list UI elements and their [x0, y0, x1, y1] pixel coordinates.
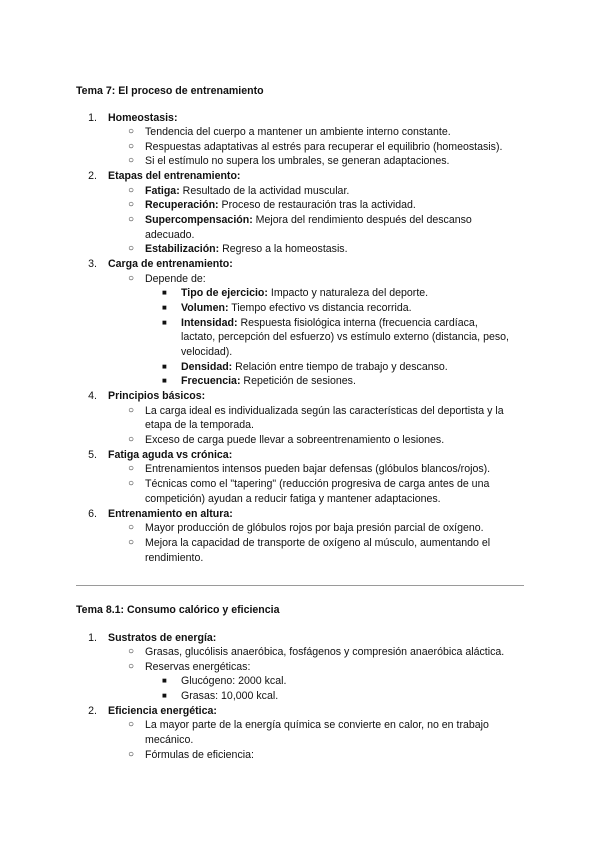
- list-item-continuation: rendimiento.: [145, 552, 204, 564]
- section-number: 4.: [88, 390, 97, 402]
- definition: Repetición de sesiones.: [240, 375, 356, 387]
- definition: Resultado de la actividad muscular.: [179, 185, 350, 197]
- bullet-square-icon: ■: [162, 303, 167, 312]
- list-item: [181, 286, 428, 301]
- bullet-circle-icon: ○: [128, 537, 135, 548]
- bullet-square-icon: ■: [162, 318, 167, 327]
- bullet-square-icon: ■: [162, 288, 167, 297]
- section-heading: Sustratos de energía:: [108, 632, 217, 644]
- section-number: 1.: [88, 112, 97, 124]
- term: Supercompensación:: [145, 214, 253, 226]
- bullet-circle-icon: ○: [128, 522, 135, 533]
- section-number: 1.: [88, 632, 97, 644]
- bullet-circle-icon: ○: [128, 126, 135, 137]
- list-item: [181, 316, 478, 331]
- section-number: 3.: [88, 258, 97, 270]
- term: Volumen:: [181, 302, 229, 314]
- definition: Mejora del rendimiento después del descanso: [252, 214, 472, 226]
- term: Frecuencia:: [181, 375, 241, 387]
- section-number: 5.: [88, 449, 97, 461]
- bullet-circle-icon: ○: [128, 719, 135, 730]
- list-item: [181, 360, 448, 375]
- section-number: 2.: [88, 170, 97, 182]
- definition: Relación entre tiempo de trabajo y descanso.: [232, 361, 448, 373]
- bullet-circle-icon: ○: [128, 199, 135, 210]
- page-title: Tema 7: El proceso de entrenamiento: [76, 85, 264, 97]
- term: Estabilización:: [145, 243, 220, 255]
- list-item: Tendencia del cuerpo a mantener un ambiente interno constante.: [145, 126, 451, 138]
- list-item: Exceso de carga puede llevar a sobreentrenamiento o lesiones.: [145, 434, 445, 446]
- section-heading: Homeostasis:: [108, 112, 178, 124]
- list-item-continuation: mecánico.: [145, 734, 194, 746]
- list-item: La mayor parte de la energía química se convierte en calor, no en trabajo: [145, 719, 489, 731]
- section-number: 6.: [88, 508, 97, 520]
- definition: Tiempo efectivo vs distancia recorrida.: [228, 302, 412, 314]
- list-item: [145, 184, 349, 199]
- bullet-circle-icon: ○: [128, 661, 135, 672]
- section-heading: Principios básicos:: [108, 390, 206, 402]
- bullet-circle-icon: ○: [128, 273, 135, 284]
- bullet-circle-icon: ○: [128, 749, 135, 760]
- section-heading: Fatiga aguda vs crónica:: [108, 449, 233, 461]
- horizontal-divider: [76, 585, 524, 586]
- list-item: [145, 198, 416, 213]
- bullet-circle-icon: ○: [128, 214, 135, 225]
- bullet-square-icon: ■: [162, 362, 167, 371]
- list-item: [181, 374, 356, 389]
- bullet-circle-icon: ○: [128, 463, 135, 474]
- list-item: Respuestas adaptativas al estrés para recuperar el equilibrio (homeostasis).: [145, 141, 503, 153]
- bullet-circle-icon: ○: [128, 434, 135, 445]
- bullet-circle-icon: ○: [128, 185, 135, 196]
- definition: Respuesta fisiológica interna (frecuencia cardíaca,: [237, 317, 478, 329]
- bullet-square-icon: ■: [162, 691, 167, 700]
- term: Recuperación:: [145, 199, 219, 211]
- list-item-continuation: velocidad).: [181, 346, 233, 358]
- term: Densidad:: [181, 361, 233, 373]
- list-item-continuation: lactato, percepción del esfuerzo) vs estímulo externo (distancia, peso,: [181, 331, 509, 343]
- list-item: [145, 213, 472, 228]
- list-item: Depende de:: [145, 273, 206, 285]
- list-item: Entrenamientos intensos pueden bajar defensas (glóbulos blancos/rojos).: [145, 463, 491, 475]
- list-item: Grasas: 10,000 kcal.: [181, 690, 279, 702]
- list-item: Mayor producción de glóbulos rojos por baja presión parcial de oxígeno.: [145, 522, 484, 534]
- section-title: Tema 8.1: Consumo calórico y eficiencia: [76, 604, 280, 616]
- bullet-circle-icon: ○: [128, 141, 135, 152]
- list-item: Mejora la capacidad de transporte de oxígeno al músculo, aumentando el: [145, 537, 491, 549]
- list-item: Glucógeno: 2000 kcal.: [181, 675, 287, 687]
- list-item: La carga ideal es individualizada según las características del deportista y la: [145, 405, 504, 417]
- list-item-continuation: etapa de la temporada.: [145, 419, 254, 431]
- list-item: Técnicas como el "tapering" (reducción progresiva de carga antes de una: [145, 478, 490, 490]
- definition: Impacto y naturaleza del deporte.: [267, 287, 429, 299]
- section-heading: Etapas del entrenamiento:: [108, 170, 241, 182]
- term: Fatiga:: [145, 185, 180, 197]
- bullet-circle-icon: ○: [128, 155, 135, 166]
- definition: Proceso de restauración tras la actividad.: [218, 199, 416, 211]
- section-heading: Eficiencia energética:: [108, 705, 217, 717]
- list-item: [181, 301, 412, 316]
- term: Intensidad:: [181, 317, 238, 329]
- list-item: Grasas, glucólisis anaeróbica, fosfágenos y compresión anaeróbica aláctica.: [145, 646, 505, 658]
- list-item: Reservas energéticas:: [145, 661, 251, 673]
- bullet-circle-icon: ○: [128, 405, 135, 416]
- section-heading: Carga de entrenamiento:: [108, 258, 233, 270]
- bullet-circle-icon: ○: [128, 243, 135, 254]
- list-item-continuation: competición) ayudan a reducir fatiga y mantener adaptaciones.: [145, 493, 441, 505]
- bullet-circle-icon: ○: [128, 478, 135, 489]
- list-item: [145, 242, 348, 257]
- bullet-square-icon: ■: [162, 376, 167, 385]
- definition: Regreso a la homeostasis.: [219, 243, 348, 255]
- bullet-circle-icon: ○: [128, 646, 135, 657]
- section-number: 2.: [88, 705, 97, 717]
- section-heading: Entrenamiento en altura:: [108, 508, 233, 520]
- list-item-continuation: adecuado.: [145, 229, 195, 241]
- list-item: Si el estímulo no supera los umbrales, se generan adaptaciones.: [145, 155, 450, 167]
- list-item: Fórmulas de eficiencia:: [145, 749, 254, 761]
- bullet-square-icon: ■: [162, 676, 167, 685]
- term: Tipo de ejercicio:: [181, 287, 268, 299]
